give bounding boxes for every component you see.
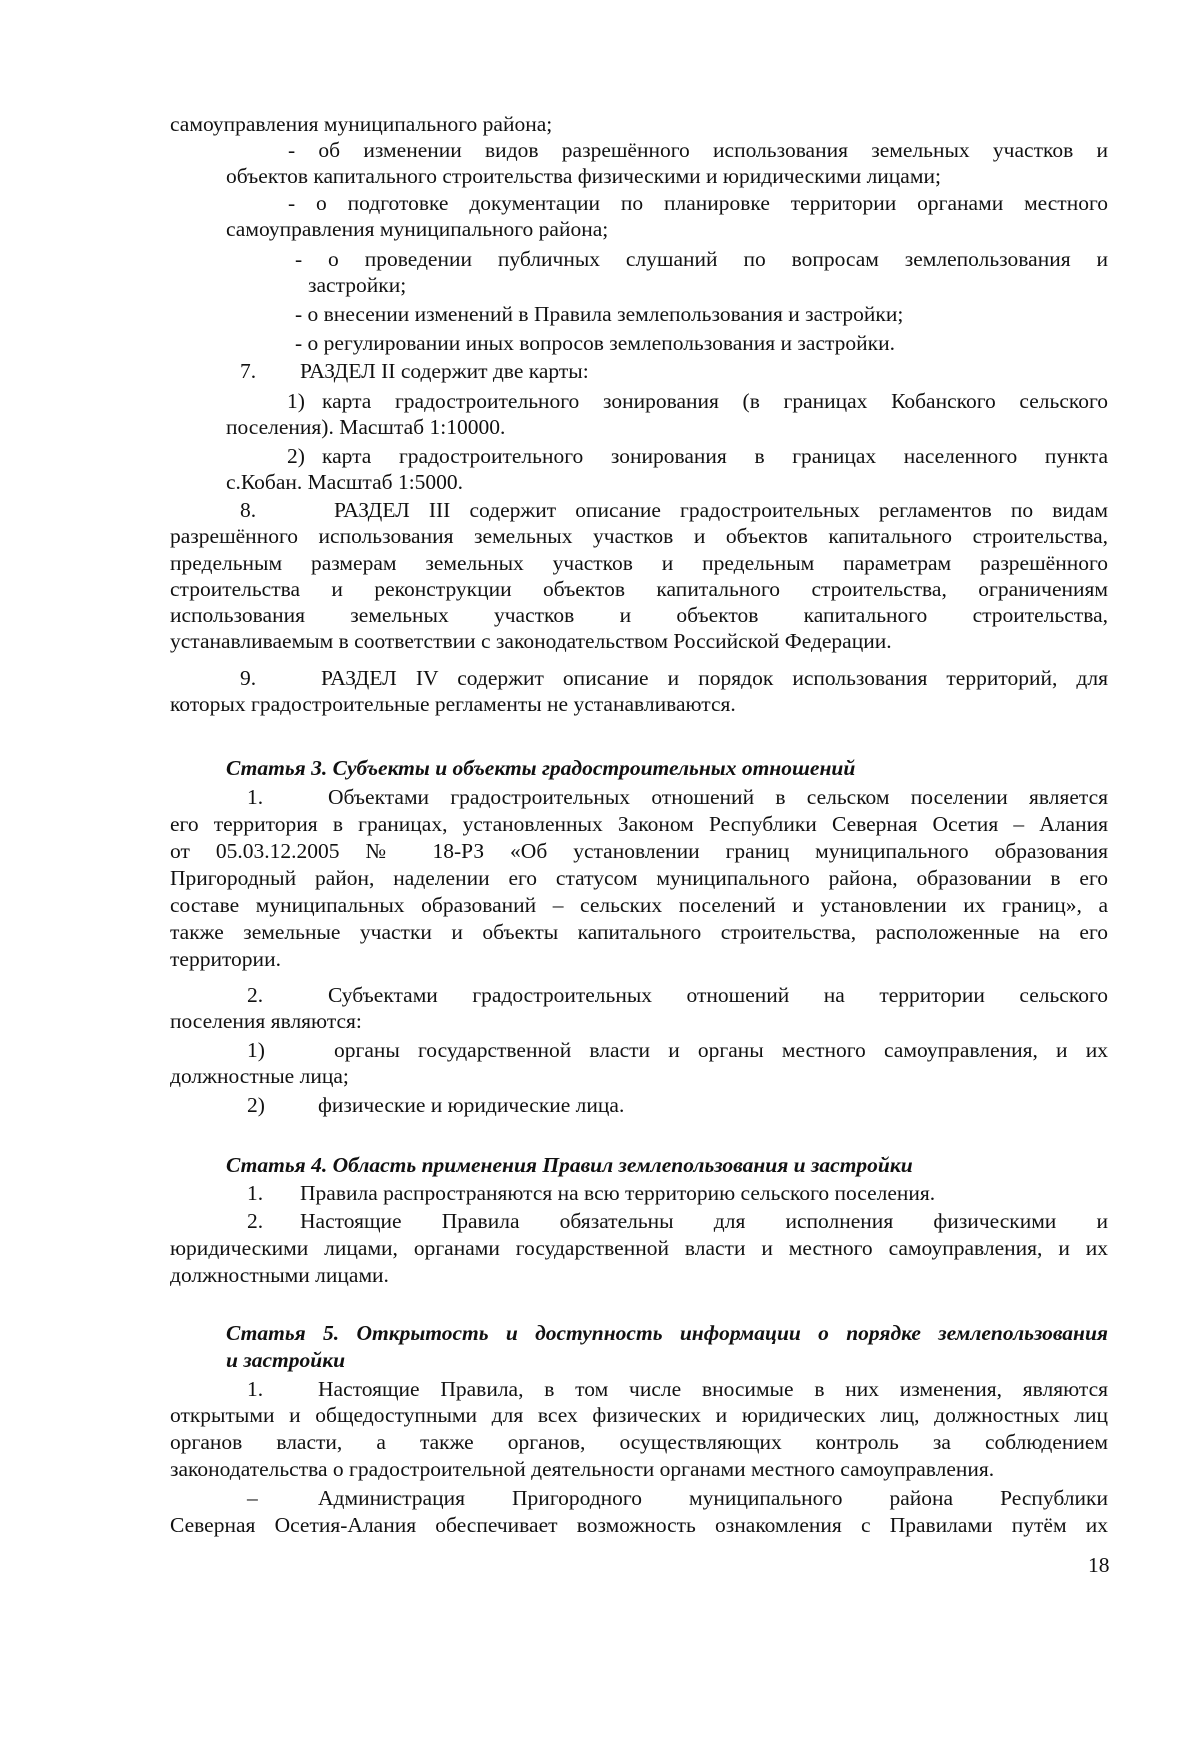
text-line: должностные лица; [170, 1064, 349, 1088]
text-line: карта градостроительного зонирования (в границах Кобанского сельского [322, 389, 1108, 413]
list-item: - о проведении публичных слушаний по вопросам землепользования и [295, 247, 1108, 271]
text-line: законодательства о градостроительной деятельности органами местного самоуправления. [170, 1457, 995, 1481]
article-heading: Статья 4. Область применения Правил землепользования и застройки [226, 1153, 913, 1177]
item-number: 2) [287, 444, 305, 468]
text-line: использования земельных участков и объектов капитального строительства, [170, 603, 1108, 627]
text-line: Настоящие Правила обязательны для исполнения физическими и [300, 1209, 1108, 1233]
text-line: с.Кобан. Масштаб 1:5000. [226, 470, 464, 494]
text-line: органы государственной власти и органы местного самоуправления, и их [334, 1038, 1108, 1062]
item-number: 1. [247, 1181, 264, 1205]
text-line: карта градостроительного зонирования в границах населенного пункта [322, 444, 1108, 468]
text-line: Администрация Пригородного муниципального района Республики [318, 1486, 1108, 1510]
item-number: 7. [240, 359, 257, 383]
item-number: 1) [247, 1038, 265, 1062]
item-number: 1. [247, 1377, 264, 1401]
item-number: 2. [247, 1209, 264, 1233]
item-number: 9. [240, 666, 257, 690]
text-line: строительства и реконструкции объектов капитального строительства, ограничениям [170, 577, 1108, 601]
item-number: 2) [247, 1093, 265, 1117]
list-item: - о подготовке документации по планировке территории органами местного [288, 191, 1108, 215]
text-line: составе муниципальных образований – сельских поселений и установлении их границ», а [170, 893, 1108, 917]
text-line: открытыми и общедоступными для всех физических и юридических лиц, должностных лиц [170, 1403, 1108, 1427]
text-line: органов власти, а также органов, осуществляющих контроль за соблюдением [170, 1430, 1108, 1454]
text-line: самоуправления муниципального района; [226, 217, 609, 241]
text-line: Пригородный район, наделении его статусом муниципального района, образовании в его [170, 866, 1108, 890]
text-line: территории. [170, 947, 281, 971]
article-heading: Статья 3. Субъекты и объекты градостроительных отношений [226, 756, 856, 780]
item-number: 2. [247, 983, 264, 1007]
text-line: его территория в границах, установленных Законом Республики Северная Осетия – Алания [170, 812, 1108, 836]
text-line: РАЗДЕЛ IV содержит описание и порядок использования территорий, для [321, 666, 1108, 690]
text-line: Настоящие Правила, в том числе вносимые в них изменения, являются [318, 1377, 1108, 1401]
text-line: поселения). Масштаб 1:10000. [226, 415, 506, 439]
text-line: Субъектами градостроительных отношений на территории сельского [328, 983, 1108, 1007]
text-line: поселения являются: [170, 1009, 362, 1033]
text-line: физические и юридические лица. [318, 1093, 625, 1117]
section-line: РАЗДЕЛ II содержит две карты: [300, 359, 589, 383]
article-heading: Статья 5. Открытость и доступность информации о порядке землепользования [226, 1321, 1108, 1345]
text-line: Северная Осетия-Алания обеспечивает возможность ознакомления с Правилами путём их [170, 1513, 1108, 1537]
text-line: самоуправления муниципального района; [170, 112, 553, 136]
text-line: должностными лицами. [170, 1263, 389, 1287]
text-line: также земельные участки и объекты капитального строительства, расположенные на его [170, 920, 1108, 944]
dash-marker: – [247, 1486, 258, 1510]
list-item: - об изменении видов разрешённого использования земельных участков и [288, 138, 1108, 162]
text-line: разрешённого использования земельных участков и объектов капитального строительства, [170, 524, 1108, 548]
list-item: - о регулировании иных вопросов землепользования и застройки. [295, 331, 895, 355]
text-line: РАЗДЕЛ III содержит описание градостроительных регламентов по видам [334, 498, 1108, 522]
list-item: - о внесении изменений в Правила землепользования и застройки; [295, 302, 904, 326]
item-number: 1) [287, 389, 305, 413]
text-line: юридическими лицами, органами государственной власти и местного самоуправления, и их [170, 1236, 1108, 1260]
text-line: объектов капитального строительства физическими и юридическими лицами; [226, 164, 941, 188]
item-number: 8. [240, 498, 257, 522]
text-line: которых градостроительные регламенты не устанавливаются. [170, 692, 736, 716]
text-line: застройки; [308, 273, 407, 297]
text-line: Объектами градостроительных отношений в сельском поселении является [328, 785, 1108, 809]
text-line: устанавливаемым в соответствии с законодательством Российской Федерации. [170, 629, 892, 653]
item-number: 1. [247, 785, 264, 809]
text-line: предельным размерам земельных участков и предельным параметрам разрешённого [170, 551, 1108, 575]
text-line: Правила распространяются на всю территорию сельского поселения. [300, 1181, 936, 1205]
page-number: 18 [1088, 1553, 1110, 1577]
text-line: от 05.03.12.2005 № 18-РЗ «Об установлении границ муниципального образования [170, 839, 1108, 863]
article-heading: и застройки [226, 1348, 346, 1372]
